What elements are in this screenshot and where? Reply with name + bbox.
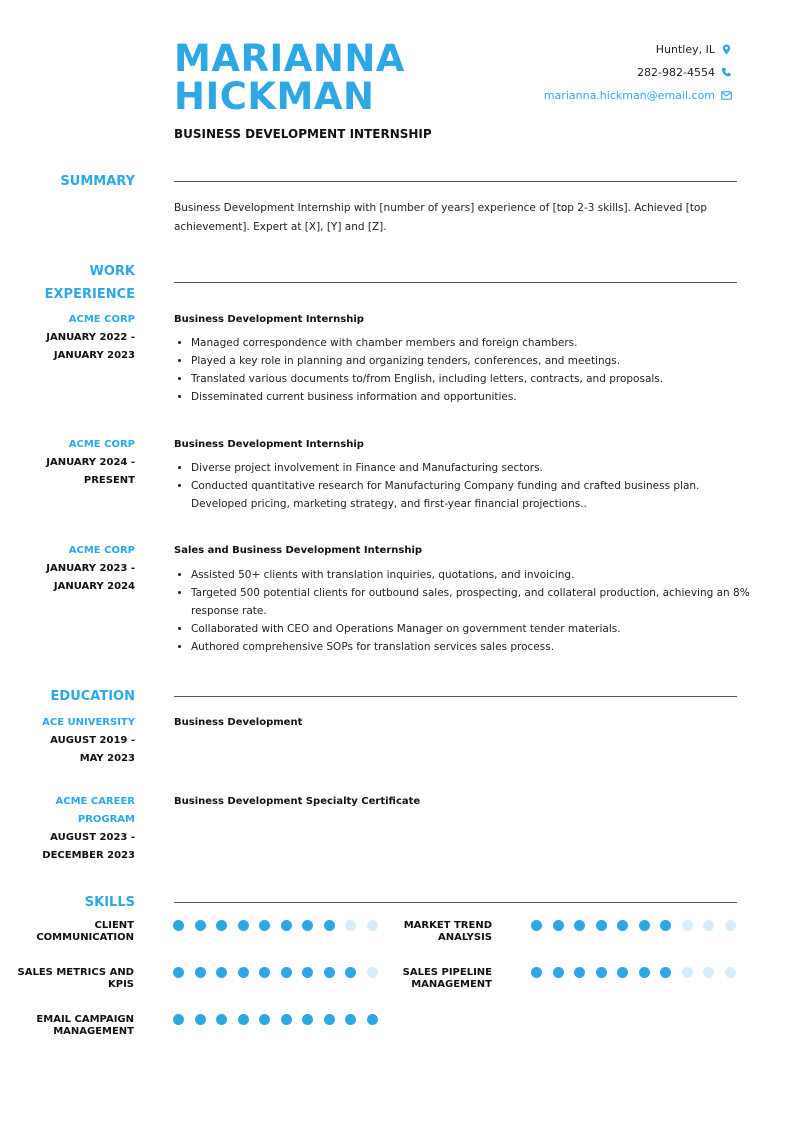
rating-dot-filled	[302, 1014, 313, 1025]
rating-dot-filled	[660, 967, 671, 978]
bullet-item: • Authored comprehensive SOPs for translation services sales process.	[191, 638, 757, 656]
name-first: MARIANNA	[174, 37, 405, 80]
rating-dot-filled	[259, 1014, 270, 1025]
rating-dot-filled	[531, 920, 542, 931]
edu-date-end: MAY 2023	[79, 753, 135, 764]
rating-dot-filled	[173, 967, 184, 978]
rating-dot-empty	[682, 967, 693, 978]
job-role: Sales and Business Development Internship	[174, 545, 423, 556]
skill-label-line2: MANAGEMENT	[53, 1026, 134, 1037]
job-date-start: JANUARY 2023 -	[46, 563, 135, 574]
skill-label	[14, 967, 134, 991]
skill-label-line2: COMMUNICATION	[36, 932, 134, 943]
bullet-item: • Assisted 50+ clients with translation inquiries, quotations, and invoicing.	[191, 566, 757, 584]
bullet-item: • Managed correspondence with chamber members and foreign chambers.	[191, 334, 757, 352]
rating-dot-filled	[660, 920, 671, 931]
experience-heading-line2: EXPERIENCE	[44, 287, 135, 302]
company-name: ACME CORP	[68, 439, 135, 450]
rating-dot-filled	[596, 920, 607, 931]
skill-label-line2: ANALYSIS	[437, 932, 492, 943]
rating-dot-filled	[238, 1014, 249, 1025]
skill-label-line1: CLIENT	[94, 920, 134, 931]
skill-label-line2: MANAGEMENT	[411, 979, 492, 990]
contact-email[interactable]	[544, 89, 732, 102]
company-name: ACME CORP	[68, 545, 135, 556]
job-title: BUSINESS DEVELOPMENT INTERNSHIP	[174, 127, 432, 141]
rating-dot-filled	[238, 967, 249, 978]
rating-dot-filled	[617, 967, 628, 978]
skill-label-line1: SALES METRICS AND	[17, 967, 134, 978]
school-name-line1: ACME CAREER	[55, 796, 135, 807]
rating-dot-filled	[553, 920, 564, 931]
email-icon	[721, 90, 732, 101]
rating-dot-empty	[703, 920, 714, 931]
education-heading: EDUCATION	[50, 689, 135, 704]
candidate-name	[174, 37, 405, 118]
rating-dot-filled	[639, 920, 650, 931]
job-bullets	[174, 334, 757, 406]
job-date-end: JANUARY 2024	[53, 581, 135, 592]
degree-name: Business Development	[174, 717, 303, 728]
job-date-end: PRESENT	[83, 475, 135, 486]
skills-heading: SKILLS	[84, 895, 135, 910]
rating-dot-filled	[216, 1014, 227, 1025]
rating-dot-filled	[639, 967, 650, 978]
location-text: Huntley, IL	[655, 43, 715, 56]
rating-dot-empty	[682, 920, 693, 931]
rating-dot-filled	[302, 967, 313, 978]
edu-date-start: AUGUST 2023 -	[50, 832, 135, 843]
job-meta	[5, 436, 135, 490]
rating-dot-filled	[195, 967, 206, 978]
name-last: HICKMAN	[174, 75, 375, 118]
rating-dot-empty	[725, 967, 736, 978]
rating-dot-filled	[367, 1014, 378, 1025]
rating-dot-filled	[281, 920, 292, 931]
rating-dot-filled	[324, 920, 335, 931]
skill-label-line2: KPIS	[107, 979, 134, 990]
education-meta	[5, 793, 135, 865]
skill-label	[372, 967, 492, 991]
skills-divider	[174, 902, 737, 903]
experience-heading	[45, 260, 135, 306]
rating-dot-filled	[259, 967, 270, 978]
job-role: Business Development Internship	[174, 314, 364, 325]
rating-dot-filled	[238, 920, 249, 931]
job-bullets	[174, 459, 757, 513]
job-date-start: JANUARY 2024 -	[46, 457, 135, 468]
job-date-start: JANUARY 2022 -	[46, 332, 135, 343]
skill-rating	[173, 920, 378, 931]
job-role: Business Development Internship	[174, 439, 364, 450]
education-meta	[5, 714, 135, 768]
skill-label-line1: MARKET TREND	[403, 920, 492, 931]
rating-dot-filled	[281, 967, 292, 978]
contact-phone	[637, 66, 732, 79]
phone-icon	[721, 67, 732, 78]
skill-rating	[173, 1014, 378, 1025]
rating-dot-filled	[195, 1014, 206, 1025]
rating-dot-filled	[324, 1014, 335, 1025]
bullet-item: • Collaborated with CEO and Operations Manager on government tender materials.	[191, 620, 757, 638]
rating-dot-empty	[725, 920, 736, 931]
rating-dot-filled	[345, 967, 356, 978]
bullet-item: • Diverse project involvement in Finance and Manufacturing sectors.	[191, 459, 757, 477]
job-meta	[5, 311, 135, 365]
rating-dot-empty	[703, 967, 714, 978]
rating-dot-filled	[553, 967, 564, 978]
education-divider	[174, 696, 737, 697]
rating-dot-filled	[195, 920, 206, 931]
school-name: ACE UNIVERSITY	[42, 717, 135, 728]
skill-rating	[531, 967, 736, 978]
bullet-item: • Played a key role in planning and organizing tenders, conferences, and meetings.	[191, 352, 757, 370]
bullet-item: • Disseminated current business information and opportunities.	[191, 388, 757, 406]
rating-dot-filled	[173, 1014, 184, 1025]
skill-rating	[173, 967, 378, 978]
school-name-line2: PROGRAM	[77, 814, 135, 825]
experience-divider	[174, 282, 737, 283]
rating-dot-filled	[216, 967, 227, 978]
contact-location	[656, 43, 732, 56]
bullet-item: • Targeted 500 potential clients for outbound sales, prospecting, and collateral production, achieving an 8% response rate.	[191, 584, 757, 620]
rating-dot-filled	[574, 920, 585, 931]
rating-dot-filled	[345, 1014, 356, 1025]
summary-heading: SUMMARY	[60, 174, 135, 189]
rating-dot-filled	[302, 920, 313, 931]
experience-heading-line1: WORK	[89, 264, 135, 279]
location-pin-icon	[721, 44, 732, 55]
degree-name: Business Development Specialty Certificate	[174, 796, 421, 807]
job-meta	[5, 542, 135, 596]
rating-dot-filled	[574, 967, 585, 978]
rating-dot-filled	[324, 967, 335, 978]
skill-label-line1: EMAIL CAMPAIGN	[36, 1014, 134, 1025]
rating-dot-filled	[617, 920, 628, 931]
rating-dot-filled	[596, 967, 607, 978]
bullet-item: • Conducted quantitative research for Manufacturing Company funding and crafted business plan. Developed pricing, marketing strategy, and first-year financial projections..	[191, 477, 757, 513]
rating-dot-filled	[259, 920, 270, 931]
edu-date-end: DECEMBER 2023	[42, 850, 135, 861]
phone-text: 282-982-4554	[637, 66, 715, 79]
rating-dot-filled	[531, 967, 542, 978]
job-date-end: JANUARY 2023	[53, 350, 135, 361]
skill-label	[14, 920, 134, 944]
skill-rating	[531, 920, 736, 931]
rating-dot-filled	[216, 920, 227, 931]
company-name: ACME CORP	[68, 314, 135, 325]
email-link[interactable]: marianna.hickman@email.com	[543, 89, 715, 102]
bullet-item: • Translated various documents to/from English, including letters, contracts, and proposals.	[191, 370, 757, 388]
summary-divider	[174, 181, 737, 182]
rating-dot-empty	[345, 920, 356, 931]
edu-date-start: AUGUST 2019 -	[50, 735, 135, 746]
rating-dot-filled	[173, 920, 184, 931]
job-bullets	[174, 566, 757, 656]
skill-label	[14, 1014, 134, 1038]
skill-label	[372, 920, 492, 944]
skill-label-line1: SALES PIPELINE	[402, 967, 492, 978]
summary-text: Business Development Internship with [number of years] experience of [top 2-3 skills]. Achieved [top achievement]. Expert at [X], [Y] and [Z].	[174, 202, 708, 233]
rating-dot-filled	[281, 1014, 292, 1025]
